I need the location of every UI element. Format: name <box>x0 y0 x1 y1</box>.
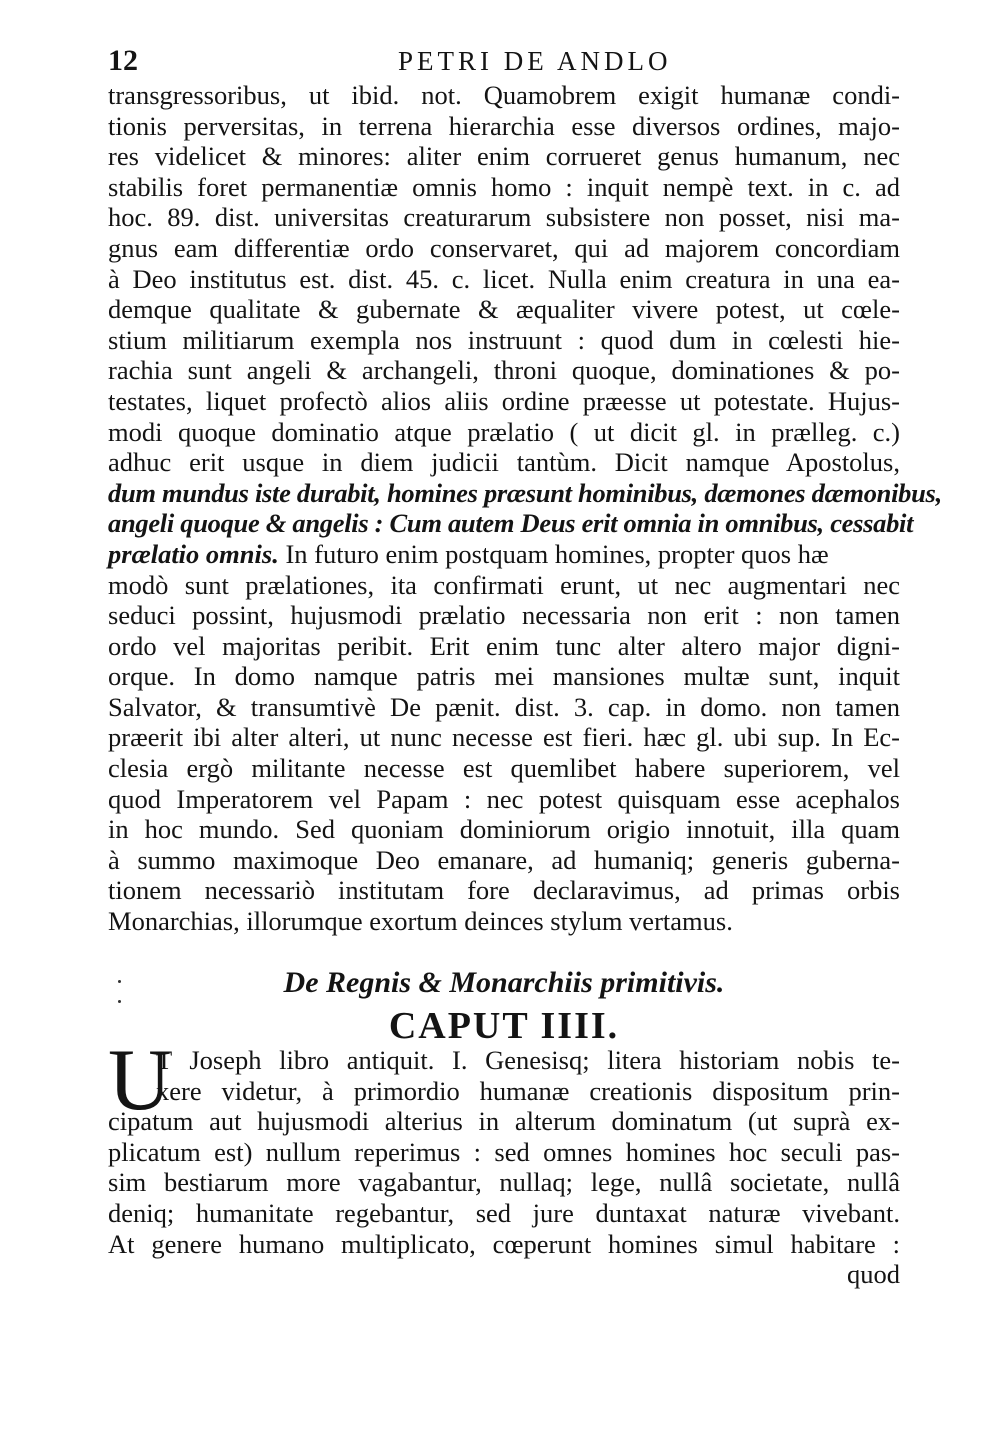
text-line: gnus eam differentiæ ordo conservaret, qui ad majorem concordiam <box>108 232 900 263</box>
text-line: rachia sunt angeli & archangeli, throni quoque, dominationes & po- <box>108 355 900 386</box>
text-line: deniq; humanitate regebantur, sed jure duntaxat naturæ vivebant. <box>108 1197 900 1228</box>
italic-quote-line: dum mundus iste durabit, homines præsunt hominibus, dæmones dæmonibus, <box>108 477 942 508</box>
text-line: transgressoribus, ut ibid. not. Quamobrem exigit humanæ condi- <box>108 80 900 110</box>
text-line: adhuc erit usque in diem judicii tantùm. Dicit namque Apostolus, <box>108 447 900 478</box>
section-title: De Regnis & Monarchiis primitivis. <box>283 966 725 999</box>
text-line: stium militiarum exempla nos instruunt : quod dum in cœlesti hie- <box>108 324 900 355</box>
text-line: plicatum est) nullum reperimus : sed omnes homines hoc seculi pas- <box>108 1136 900 1167</box>
text-line: modi quoque dominatio atque prælatio ( ut dicit gl. in prælleg. c.) <box>108 416 900 447</box>
text-line: cipatum aut hujusmodi alterius in alterum dominatum (ut suprà ex- <box>108 1106 900 1137</box>
text-line-last: Monarchias, illorumque exortum deinces stylum vertamus. <box>108 906 733 937</box>
italic-quote-end: prælatio omnis. <box>108 538 279 569</box>
text-line: seduci possint, hujusmodi prælatio necessaria non erit : non tamen <box>108 600 900 631</box>
text-line: modò sunt prælationes, ita confirmati erunt, ut nec augmentari nec <box>108 569 900 600</box>
text-line: quod Imperatorem vel Papam : nec potest quisquam esse acephalos <box>108 783 900 814</box>
italic-quote-line: angeli quoque & angelis : Cum autem Deus erit omnia in omnibus, cessabit <box>108 508 914 539</box>
running-title: PETRI DE ANDLO <box>398 46 672 76</box>
text-line: à summo maximoque Deo emanare, ad humaniq; generis guberna- <box>108 844 900 875</box>
ink-speck <box>118 1000 121 1003</box>
text-line: in hoc mundo. Sed quoniam dominiorum origio innotuit, illa quam <box>108 814 900 845</box>
text-line: testates, liquet profectò alios aliis ordine præesse ut potestate. Hujus- <box>108 385 900 416</box>
body-text <box>108 80 942 937</box>
catchword: quod <box>847 1259 900 1290</box>
text-line: orque. In domo namque patris mei mansiones multæ sunt, inquit <box>108 661 900 692</box>
text-line: res videlicet & minores: aliter enim corrueret genus humanum, nec <box>108 141 900 172</box>
drop-cap: U <box>108 1032 172 1129</box>
page-number: 12 <box>108 44 138 77</box>
running-head <box>108 44 908 84</box>
text-line: stabilis foret permanentiæ omnis homo : inquit nempè text. in c. ad <box>108 171 900 202</box>
text-line: tionem necessariò institutam fore declaravimus, ad primas orbis <box>108 875 900 906</box>
text-line: Salvator, & transumtivè De pænit. dist. 3. cap. in domo. non tamen <box>108 691 900 722</box>
text-line: præerit ibi alter alteri, ut nunc necesse est fieri. hæc gl. ubi sup. In Ec- <box>108 722 900 753</box>
text-fragment: In futuro enim postquam homines, propter quos hæ <box>278 538 829 569</box>
text-line: xere videtur, à primordio humanæ creationis dispositum prin- <box>156 1075 900 1106</box>
text-line: tionis perversitas, in terrena hierarchia esse diversos ordines, majo- <box>108 110 900 141</box>
text-line: à Deo institutus est. dist. 45. c. licet. Nulla enim creatura in una ea- <box>108 263 900 294</box>
text-line: At genere humano multiplicato, cœperunt homines simul habitare : <box>108 1228 900 1259</box>
text-line: sim bestiarum more vagabantur, nullaq; lege, nullâ societate, nullâ <box>108 1167 900 1198</box>
chapter-title: CAPUT IIII. <box>388 1005 620 1047</box>
text-line: demque qualitate & gubernate & æqualiter vivere potest, ut cœle- <box>108 294 900 325</box>
text-line: T Joseph libro antiquit. I. Genesisq; litera historiam nobis te- <box>156 1045 900 1075</box>
mixed-line <box>108 539 900 570</box>
text-line: hoc. 89. dist. universitas creaturarum subsistere non posset, nisi ma- <box>108 202 900 233</box>
chapter-body <box>108 1032 900 1290</box>
text-line: clesia ergò militante necesse est quemlibet habere superiorem, vel <box>108 753 900 784</box>
text-line: ordo vel majoritas peribit. Erit enim tunc alter altero major digni- <box>108 630 900 661</box>
